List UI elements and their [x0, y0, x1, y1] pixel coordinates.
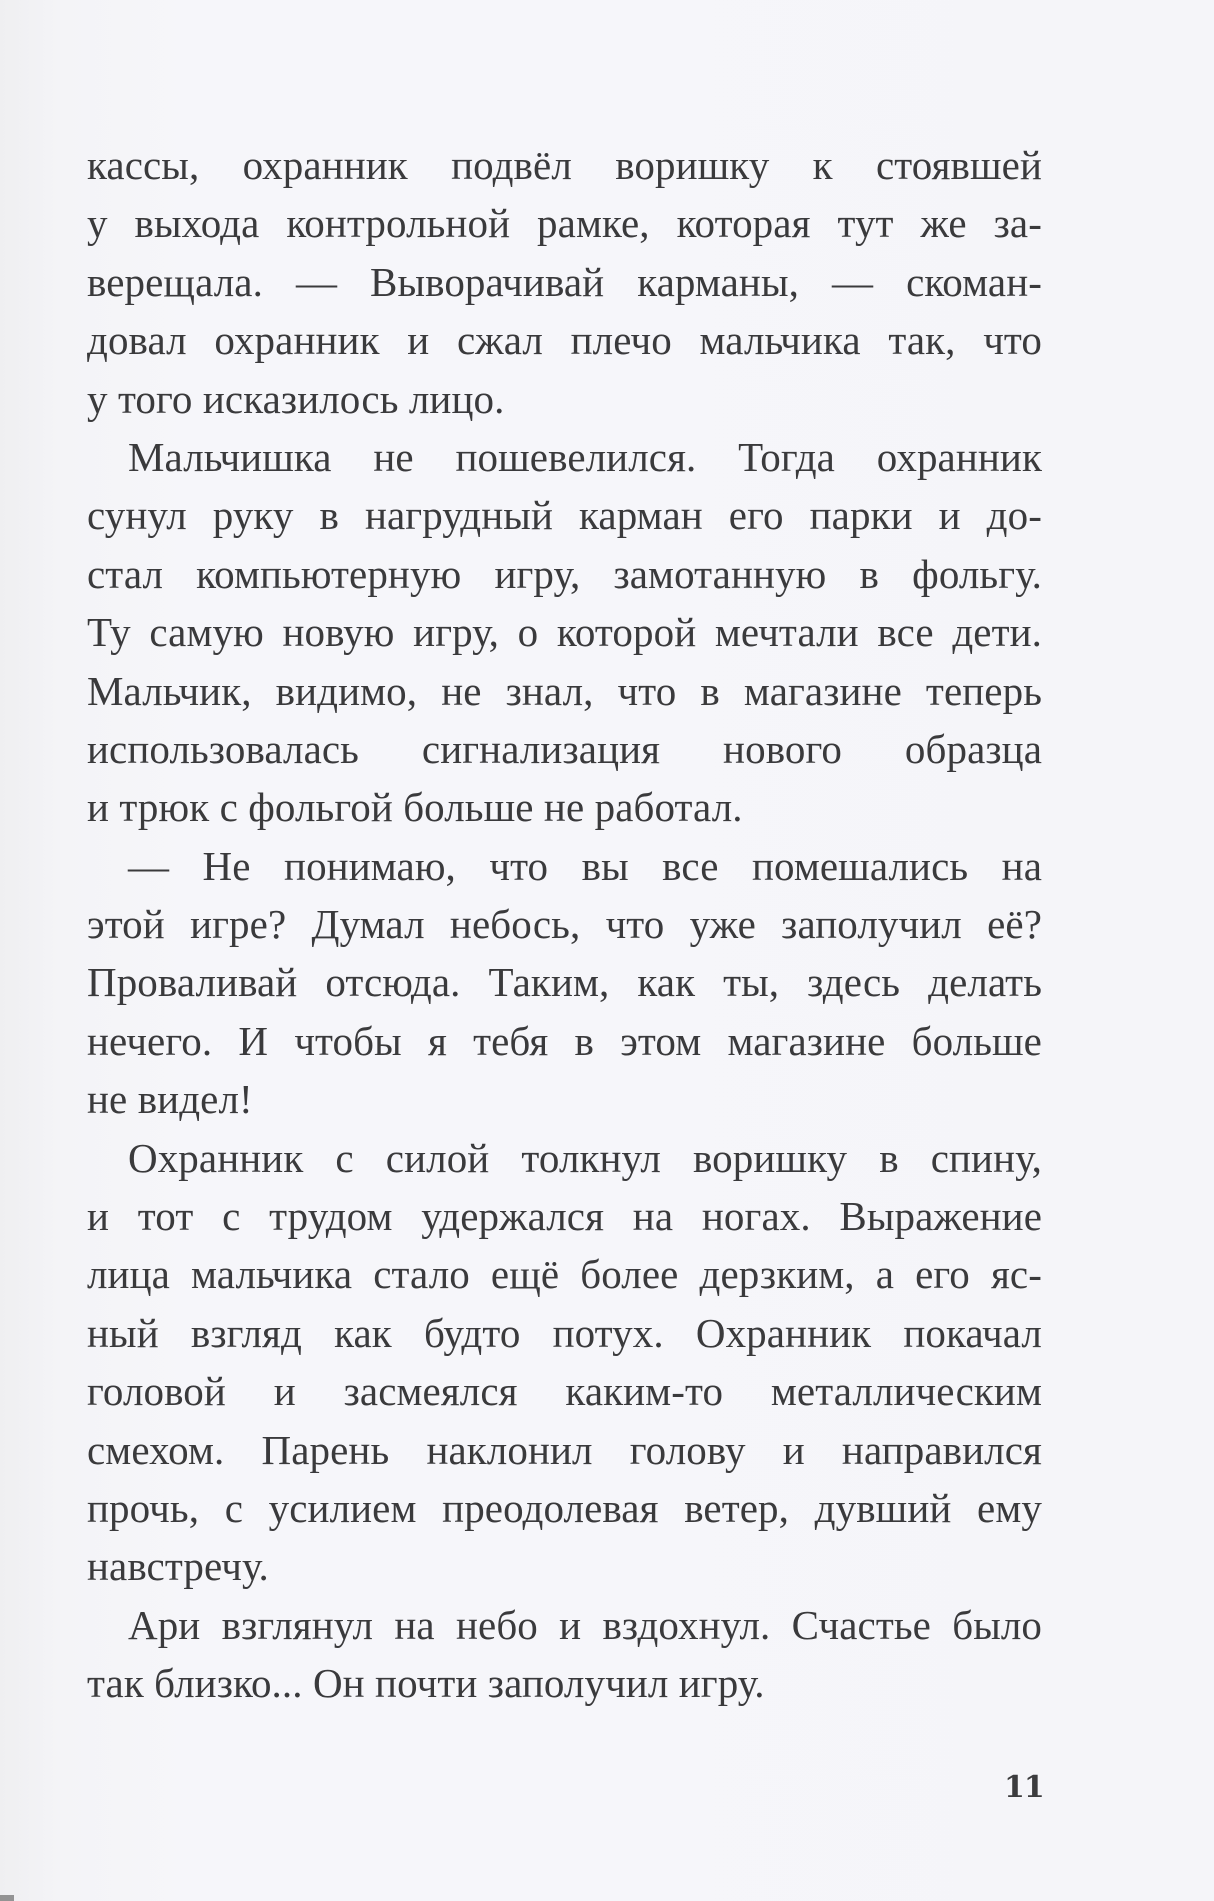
text-line: нечего. И чтобы я тебя в этом магазине больше — [87, 1017, 1042, 1064]
text-line: лица мальчика стало ещё более дерзким, а его яс- — [87, 1251, 1042, 1298]
text-line: навстречу. — [87, 1543, 269, 1590]
text-line: Мальчик, видимо, не знал, что в магазине теперь — [87, 667, 1042, 714]
body-text — [87, 136, 1042, 1713]
text-line: Охранник с силой толкнул воришку в спину, — [128, 1134, 1042, 1181]
text-line: прочь, с усилием преодолевая ветер, дувший ему — [87, 1484, 1042, 1531]
text-line: у того исказилось лицо. — [87, 375, 505, 422]
text-line: Проваливай отсюда. Таким, как ты, здесь делать — [87, 959, 1042, 1006]
text-line: и трюк с фольгой больше не работал. — [87, 784, 743, 831]
text-line: верещала. — Выворачивай карманы, — скоман- — [87, 258, 1042, 305]
text-line: головой и засмеялся каким-то металлическим — [87, 1368, 1042, 1415]
text-line: — Не понимаю, что вы все помешались на — [128, 842, 1042, 889]
text-line: стал компьютерную игру, замотанную в фольгу. — [87, 550, 1042, 597]
text-line: так близко... Он почти заполучил игру. — [87, 1660, 765, 1707]
text-line: смехом. Парень наклонил голову и направился — [87, 1426, 1042, 1473]
text-line: ный взгляд как будто потух. Охранник покачал — [87, 1309, 1042, 1356]
text-line: и тот с трудом удержался на ногах. Выражение — [87, 1193, 1042, 1240]
page-number: 11 — [1004, 1770, 1044, 1805]
text-line: этой игре? Думал небось, что уже заполучил её? — [87, 901, 1042, 948]
text-line: не видел! — [87, 1076, 253, 1123]
paragraph-5 — [87, 1596, 1042, 1713]
text-line: использовалась сигнализация нового образца — [87, 725, 1042, 772]
text-line: у выхода контрольной рамке, которая тут же за- — [87, 200, 1042, 247]
paragraph-4 — [87, 1129, 1042, 1596]
text-line: Ту самую новую игру, о которой мечтали все дети. — [87, 609, 1042, 656]
text-line: сунул руку в нагрудный карман его парки и до- — [87, 492, 1042, 539]
paragraph-2 — [87, 428, 1042, 837]
text-line: довал охранник и сжал плечо мальчика так, что — [87, 317, 1042, 364]
scan-edge-shadow — [0, 1895, 14, 1901]
text-line: Мальчишка не пошевелился. Тогда охранник — [128, 433, 1042, 480]
paragraph-3-dialogue — [87, 837, 1042, 1129]
text-line: кассы, охранник подвёл воришку к стоявшей — [87, 142, 1042, 188]
text-line: Ари взглянул на небо и вздохнул. Счастье было — [128, 1601, 1042, 1648]
paragraph-1 — [87, 136, 1042, 428]
